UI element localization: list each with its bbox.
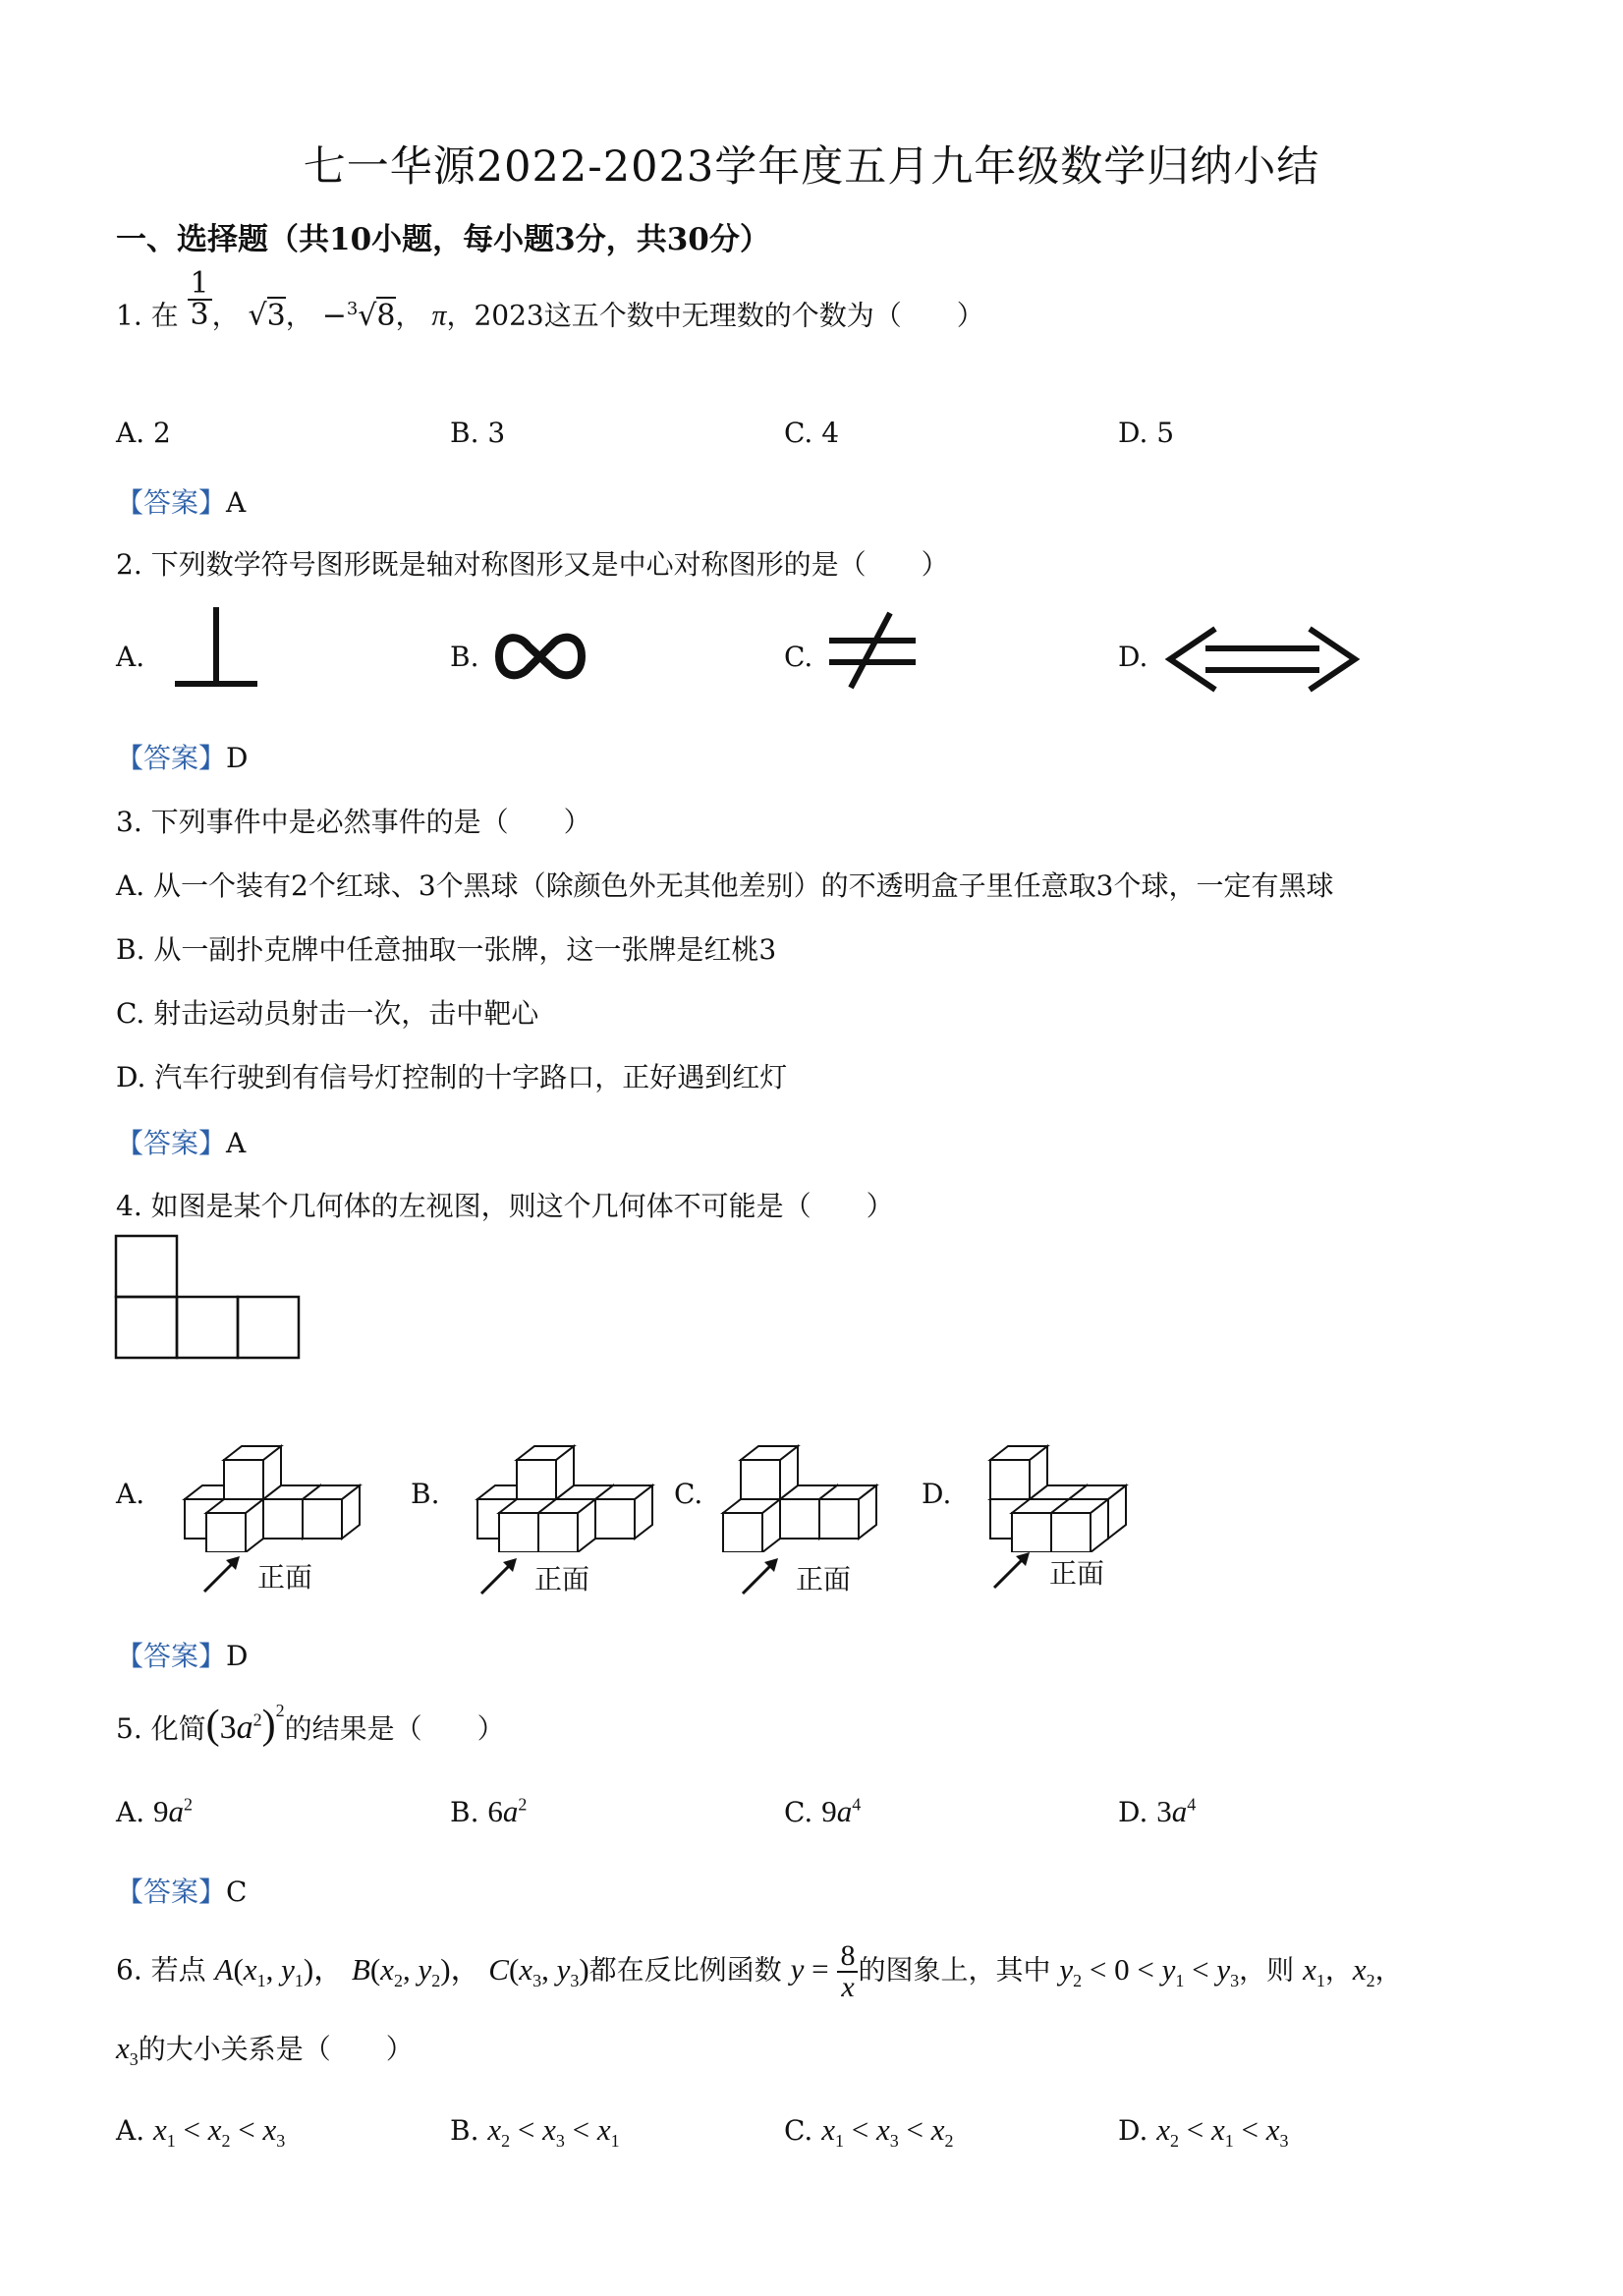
- arrow-icon: [739, 1554, 782, 1597]
- arrow-icon: [477, 1554, 521, 1597]
- q1-cube-value: 8: [376, 298, 396, 333]
- q1-separator: ，: [211, 299, 240, 332]
- question-5: [116, 1702, 505, 1749]
- option-var: a: [502, 1794, 519, 1828]
- q2-answer: [116, 737, 248, 776]
- q3-option-c[interactable]: C. 射击运动员射击一次，击中靶心: [116, 997, 539, 1030]
- q6-condition: $y_2 < 0 < y_1 < y_3$: [1059, 1951, 1240, 1990]
- section-heading: 一、选择题（共10小题，每小题3分，共30分）: [116, 222, 770, 257]
- option-letter: B.: [450, 1796, 479, 1828]
- cube: [595, 1485, 652, 1539]
- answer-value: D: [226, 742, 249, 774]
- q5-expression: $(3a^2)^2$: [205, 1700, 285, 1748]
- cube-figure-c: [703, 1375, 929, 1552]
- q1-fraction: [188, 266, 212, 332]
- cube: [819, 1485, 876, 1539]
- cube-figure-b: [440, 1375, 666, 1552]
- option-letter: B.: [450, 2114, 479, 2147]
- option-letter: C.: [784, 2114, 813, 2147]
- option-exp: 2: [184, 1794, 194, 1815]
- cube: [538, 1499, 595, 1552]
- q1-prefix: 1. 在: [116, 299, 179, 332]
- option-exp: 4: [852, 1794, 862, 1815]
- q3-option-d[interactable]: D. 汽车行驶到有信号灯控制的十字路口，正好遇到红灯: [116, 1061, 788, 1093]
- q6-function-fraction: [837, 1941, 858, 2002]
- option-coef: 6: [487, 1794, 503, 1828]
- perpendicular-symbol: [167, 601, 265, 692]
- front-label: 正面: [1049, 1557, 1105, 1590]
- q6-line2: 的大小关系是（ ）: [138, 2033, 414, 2065]
- option-var: a: [168, 1794, 185, 1828]
- q6-fraction-numerator: 8: [837, 1941, 858, 1973]
- front-label: 正面: [796, 1563, 852, 1596]
- answer-value: A: [226, 1127, 247, 1159]
- q1-minus: −: [321, 298, 347, 333]
- q6-fraction-denominator: x: [841, 1971, 855, 2003]
- q5-option-a[interactable]: [116, 1794, 193, 1829]
- cube: [303, 1485, 360, 1539]
- q6-option-c[interactable]: C. $x_1 < x_3 < x_2$: [784, 2112, 954, 2152]
- double-arrow-symbol: [1164, 625, 1361, 694]
- option-letter: A.: [116, 2114, 145, 2147]
- answer-value: C: [226, 1876, 248, 1908]
- cube: [224, 1446, 281, 1499]
- q3-option-a[interactable]: A. 从一个装有2个红球、3个黑球（除颜色外无其他差别）的不透明盒子里任意取3个球，一定有黑球: [116, 869, 1334, 902]
- front-label: 正面: [257, 1561, 313, 1594]
- not-equal-symbol: [825, 609, 920, 692]
- q1-cuberoot: −$^3$√8: [321, 298, 396, 333]
- q6-mid: 都在反比例函数: [588, 1953, 782, 1987]
- q5-tail: 的结果是（ ）: [284, 1712, 505, 1745]
- q1-option-b[interactable]: B. 3: [450, 417, 506, 449]
- q2-option-d[interactable]: D.: [1118, 641, 1148, 673]
- q6-option-b[interactable]: B. $x_2 < x_3 < x_1$: [450, 2112, 620, 2152]
- option-coef: 9: [821, 1794, 837, 1828]
- option-letter: A.: [116, 1796, 145, 1828]
- q4-option-d[interactable]: D.: [922, 1478, 952, 1510]
- cube-figure-d: [953, 1375, 1179, 1552]
- q4-option-a[interactable]: A.: [116, 1478, 145, 1510]
- arrow-icon: [200, 1552, 244, 1596]
- q1-fraction-numerator: 1: [188, 269, 212, 301]
- q1-sqrt3-value: 3: [266, 298, 286, 333]
- q4-option-b[interactable]: B.: [411, 1478, 440, 1510]
- q5-option-b[interactable]: [450, 1794, 527, 1829]
- q2-option-a[interactable]: A.: [116, 641, 145, 673]
- q3-option-b[interactable]: B. 从一副扑克牌中任意抽取一张牌，这一张牌是红桃3: [116, 933, 777, 966]
- q5-option-c[interactable]: [784, 1794, 861, 1829]
- q1-option-a[interactable]: A. 2: [116, 417, 171, 449]
- question-6-line2: $x_3$的大小关系是（ ）: [116, 2031, 414, 2070]
- option-exp: 4: [1187, 1794, 1197, 1815]
- question-4: 4. 如图是某个几何体的左视图，则这个几何体不可能是（ ）: [116, 1190, 894, 1222]
- option-letter: D.: [1118, 2114, 1148, 2147]
- q1-sqrt3: √3: [248, 298, 286, 333]
- cube: [990, 1446, 1047, 1499]
- answer-value: D: [226, 1640, 249, 1672]
- option-letter: D.: [1118, 1796, 1148, 1828]
- answer-label: 【答案】: [116, 742, 227, 774]
- option-var: a: [836, 1794, 853, 1828]
- question-3: 3. 下列事件中是必然事件的是（ ）: [116, 806, 591, 838]
- option-coef: 3: [1156, 1794, 1172, 1828]
- q6-mid2: 的图象上，其中: [858, 1953, 1051, 1987]
- q2-option-b[interactable]: B.: [450, 641, 479, 673]
- answer-value: A: [226, 486, 247, 519]
- cube: [1051, 1499, 1108, 1552]
- option-letter: C.: [784, 1796, 813, 1828]
- question-2: 2. 下列数学符号图形既是轴对称图形又是中心对称图形的是（ ）: [116, 548, 949, 581]
- q1-option-d[interactable]: D. 5: [1118, 417, 1175, 449]
- q5-option-d[interactable]: [1118, 1794, 1196, 1829]
- question-1: [116, 266, 984, 348]
- cube: [741, 1446, 798, 1499]
- cube: [517, 1446, 574, 1499]
- cube: [723, 1499, 780, 1552]
- option-coef: 9: [153, 1794, 169, 1828]
- q1-separator: ，: [285, 299, 313, 332]
- q5-prefix: 5. 化简: [116, 1712, 206, 1745]
- q1-pi: π: [431, 299, 447, 332]
- q1-option-c[interactable]: C. 4: [784, 417, 840, 449]
- front-label: 正面: [534, 1563, 590, 1596]
- left-view-figure: [114, 1234, 307, 1362]
- q4-answer: [116, 1635, 248, 1674]
- q1-fraction-denominator: 3: [190, 298, 209, 332]
- q2-option-c[interactable]: C.: [784, 641, 813, 673]
- q6-option-d[interactable]: D. $x_2 < x_1 < x_3$: [1118, 2112, 1289, 2152]
- q6-prefix: 6. 若点: [116, 1953, 206, 1987]
- answer-label: 【答案】: [116, 1876, 227, 1908]
- answer-label: 【答案】: [116, 1640, 227, 1672]
- arrow-icon: [990, 1548, 1034, 1592]
- q1-answer: [116, 481, 246, 521]
- cube-figure-a: [147, 1375, 373, 1552]
- q6-points: $A(x_1$, $y_1$)， $B(x_2$, $y_2$)， $C(x_3$, $y_3$): [214, 1951, 589, 1990]
- q1-tail: ，2023这五个数中无理数的个数为（ ）: [446, 299, 984, 332]
- cube: [206, 1499, 263, 1552]
- q3-answer: [116, 1122, 246, 1161]
- q1-separator: ，: [395, 299, 423, 332]
- question-6: 6. 若点 $A(x_1$, $y_1$)， $B(x_2$, $y_2$)， $C(x_3$, $y_3$)都在反比例函数 y = $\frac{8}{x}$ 的图象上，其中 $y_2 < 0 < y_1 < y_3$，则 $x_1$，$x_2$，: [116, 1939, 1403, 2003]
- option-exp: 2: [518, 1794, 528, 1815]
- q5-answer: [116, 1871, 247, 1910]
- page-title: 七一华源2022-2023学年度五月九年级数学归纳小结: [303, 142, 1320, 192]
- q4-option-c[interactable]: C.: [674, 1478, 703, 1510]
- q6-then: ，则: [1239, 1953, 1295, 1987]
- option-var: a: [1171, 1794, 1188, 1828]
- s-curve-symbol: [491, 629, 589, 684]
- q6-option-a[interactable]: A. $x_1 < x_2 < x_3$: [116, 2112, 286, 2152]
- answer-label: 【答案】: [116, 486, 227, 519]
- q1-cube-index: 3: [346, 298, 359, 319]
- answer-label: 【答案】: [116, 1127, 227, 1159]
